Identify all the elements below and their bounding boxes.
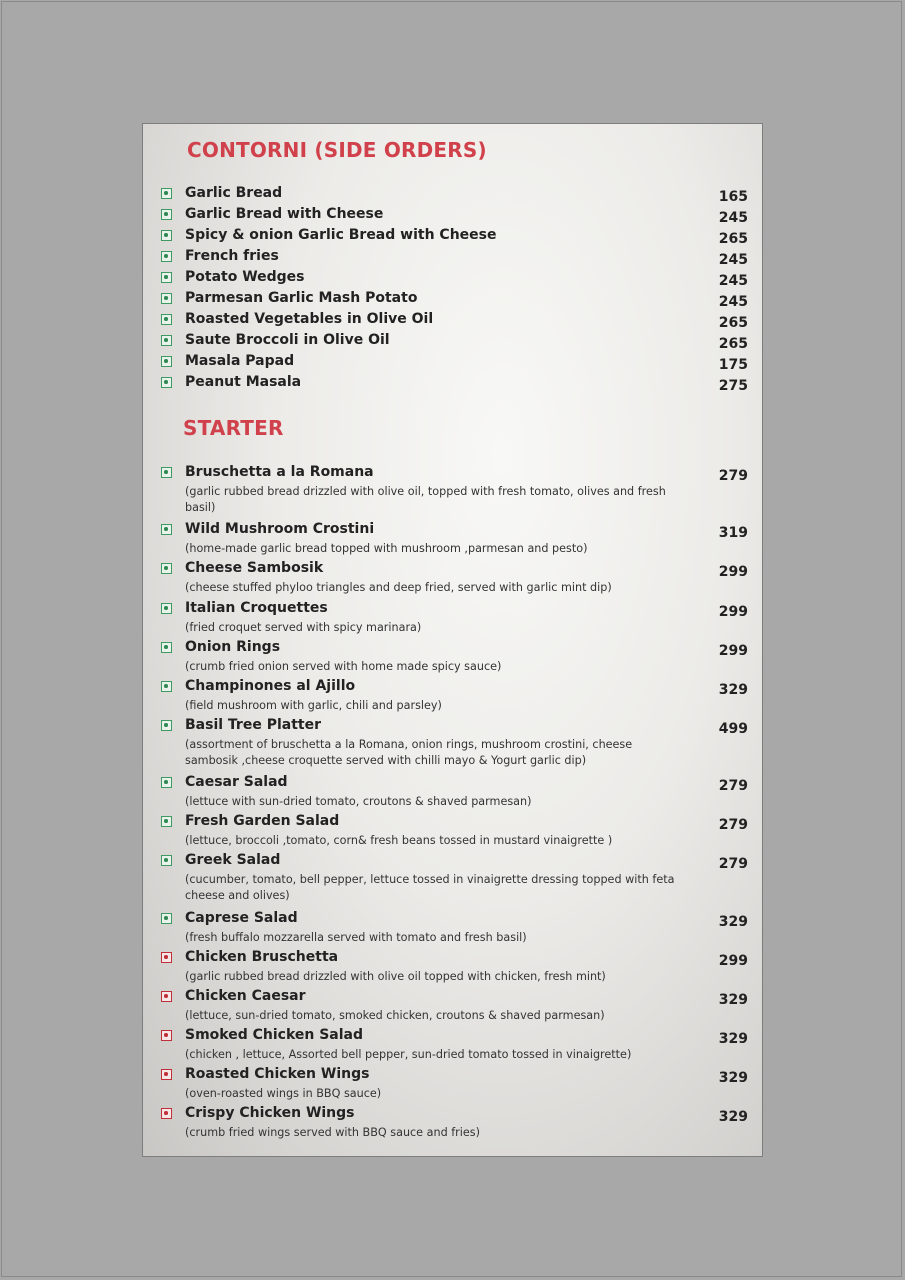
menu-item-price: 245: [718, 294, 748, 310]
menu-item-name: Crispy Chicken Wings: [185, 1105, 355, 1121]
menu-item-description: (oven-roasted wings in BBQ sauce): [185, 1087, 382, 1100]
menu-item-description: (crumb fried onion served with home made spicy sauce): [185, 660, 502, 673]
menu-item-description: (garlic rubbed bread drizzled with olive oil, topped with fresh tomato, olives and fresh basil): [185, 485, 666, 514]
menu-item-name: Caesar Salad: [185, 774, 288, 790]
veg-icon: [161, 642, 172, 653]
veg-icon: [161, 913, 172, 924]
menu-item-name: Caprese Salad: [185, 910, 298, 926]
menu-item-name: French fries: [185, 248, 279, 264]
section-title-starter: STARTER: [183, 416, 284, 440]
veg-icon: [161, 681, 172, 692]
menu-item-price: 279: [718, 778, 748, 794]
menu-item-description: (home-made garlic bread topped with mushroom ,parmesan and pesto): [185, 542, 588, 555]
menu-item-description: (garlic rubbed bread drizzled with olive oil topped with chicken, fresh mint): [185, 970, 606, 983]
non-veg-icon: [161, 1069, 172, 1080]
menu-item-name: Basil Tree Platter: [185, 717, 321, 733]
menu-item-price: 279: [718, 817, 748, 833]
veg-icon: [161, 188, 172, 199]
menu-item-name: Roasted Vegetables in Olive Oil: [185, 311, 434, 327]
menu-item-description: (fried croquet served with spicy marinara): [185, 621, 422, 634]
veg-icon: [161, 524, 172, 535]
menu-item-description: (assortment of bruschetta a la Romana, onion rings, mushroom crostini, cheese sambosik ,cheese croquette served with chilli mayo & Yogurt garlic dip): [185, 738, 633, 767]
menu-item-name: Masala Papad: [185, 353, 295, 369]
veg-icon: [161, 603, 172, 614]
menu-item-name: Wild Mushroom Crostini: [185, 521, 375, 537]
menu-item-price: 279: [718, 468, 748, 484]
menu-card: [142, 123, 763, 1157]
menu-item-description: (field mushroom with garlic, chili and parsley): [185, 699, 442, 712]
menu-item-name: Roasted Chicken Wings: [185, 1066, 370, 1082]
veg-icon: [161, 720, 172, 731]
non-veg-icon: [161, 952, 172, 963]
menu-item-price: 245: [718, 252, 748, 268]
menu-item-price: 329: [718, 914, 748, 930]
veg-icon: [161, 293, 172, 304]
menu-item-name: Fresh Garden Salad: [185, 813, 340, 829]
menu-item-name: Greek Salad: [185, 852, 281, 868]
non-veg-icon: [161, 1108, 172, 1119]
menu-item-price: 245: [718, 273, 748, 289]
veg-icon: [161, 356, 172, 367]
menu-item-description: (fresh buffalo mozzarella served with tomato and fresh basil): [185, 931, 527, 944]
section-title-side-orders: CONTORNI (SIDE ORDERS): [187, 138, 487, 162]
menu-item-price: 175: [718, 357, 748, 373]
menu-item-description: (lettuce, broccoli ,tomato, corn& fresh beans tossed in mustard vinaigrette ): [185, 834, 613, 847]
menu-item-price: 245: [718, 210, 748, 226]
veg-icon: [161, 251, 172, 262]
veg-icon: [161, 816, 172, 827]
menu-item-name: Bruschetta a la Romana: [185, 464, 374, 480]
menu-item-name: Cheese Sambosik: [185, 560, 324, 576]
menu-item-price: 329: [718, 1070, 748, 1086]
menu-item-description: (crumb fried wings served with BBQ sauce and fries): [185, 1126, 480, 1139]
menu-item-price: 329: [718, 992, 748, 1008]
veg-icon: [161, 209, 172, 220]
menu-item-price: 265: [718, 315, 748, 331]
menu-item-price: 499: [718, 721, 748, 737]
menu-item-name: Onion Rings: [185, 639, 281, 655]
menu-item-name: Chicken Bruschetta: [185, 949, 339, 965]
menu-item-price: 275: [718, 378, 748, 394]
menu-item-name: Garlic Bread with Cheese: [185, 206, 384, 222]
menu-item-description: (lettuce, sun-dried tomato, smoked chicken, croutons & shaved parmesan): [185, 1009, 605, 1022]
menu-item-name: Champinones al Ajillo: [185, 678, 356, 694]
menu-item-price: 319: [718, 525, 748, 541]
menu-item-description: (lettuce with sun-dried tomato, croutons & shaved parmesan): [185, 795, 532, 808]
veg-icon: [161, 230, 172, 241]
menu-item-price: 299: [718, 953, 748, 969]
menu-item-description: (cheese stuffed phyloo triangles and deep fried, served with garlic mint dip): [185, 581, 612, 594]
menu-item-name: Garlic Bread: [185, 185, 283, 201]
menu-item-description: (cucumber, tomato, bell pepper, lettuce tossed in vinaigrette dressing topped with feta cheese and olives): [185, 873, 675, 902]
non-veg-icon: [161, 991, 172, 1002]
menu-item-name: Chicken Caesar: [185, 988, 306, 1004]
menu-item-price: 329: [718, 682, 748, 698]
veg-icon: [161, 272, 172, 283]
veg-icon: [161, 777, 172, 788]
menu-item-price: 265: [718, 231, 748, 247]
menu-item-description: (chicken , lettuce, Assorted bell pepper, sun-dried tomato tossed in vinaigrette): [185, 1048, 632, 1061]
menu-item-price: 299: [718, 564, 748, 580]
menu-item-name: Saute Broccoli in Olive Oil: [185, 332, 390, 348]
menu-item-price: 279: [718, 856, 748, 872]
veg-icon: [161, 563, 172, 574]
veg-icon: [161, 335, 172, 346]
veg-icon: [161, 314, 172, 325]
veg-icon: [161, 377, 172, 388]
menu-item-price: 329: [718, 1031, 748, 1047]
menu-item-price: 299: [718, 604, 748, 620]
menu-item-name: Parmesan Garlic Mash Potato: [185, 290, 418, 306]
veg-icon: [161, 855, 172, 866]
menu-item-price: 299: [718, 643, 748, 659]
menu-item-name: Peanut Masala: [185, 374, 302, 390]
non-veg-icon: [161, 1030, 172, 1041]
menu-item-price: 265: [718, 336, 748, 352]
menu-item-name: Italian Croquettes: [185, 600, 328, 616]
veg-icon: [161, 467, 172, 478]
menu-item-name: Potato Wedges: [185, 269, 305, 285]
menu-item-name: Smoked Chicken Salad: [185, 1027, 364, 1043]
menu-item-name: Spicy & onion Garlic Bread with Cheese: [185, 227, 497, 243]
menu-item-price: 329: [718, 1109, 748, 1125]
menu-item-price: 165: [718, 189, 748, 205]
